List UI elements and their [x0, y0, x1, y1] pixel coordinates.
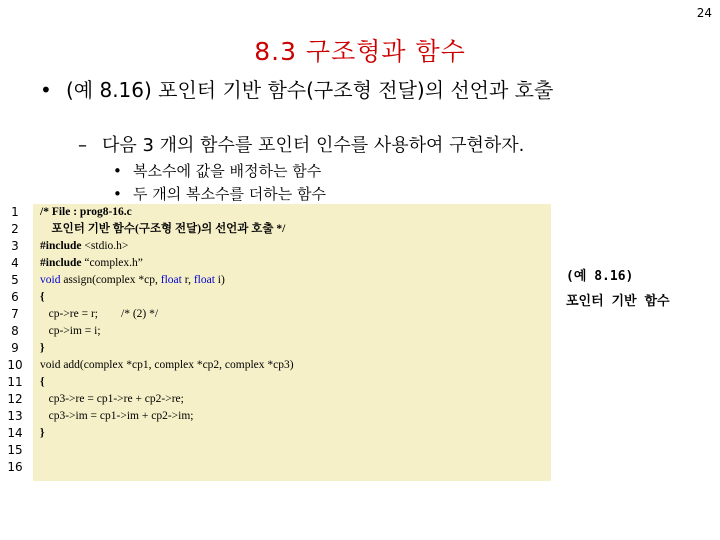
bullet-mark: • [40, 78, 52, 102]
line-number: 1 [11, 205, 19, 219]
line-number: 3 [11, 239, 19, 253]
bullet-mark: • [113, 185, 122, 203]
code-text: i) [214, 274, 225, 286]
line-number: 16 [7, 460, 23, 474]
code-text: assign(complex *cp, [60, 274, 161, 286]
type-keyword: void [40, 274, 61, 286]
type-keyword: float [193, 274, 215, 286]
code-line-9 [40, 340, 45, 357]
directive-keyword: #include [40, 240, 82, 252]
code-line-13 [40, 408, 193, 425]
comment-text: 포인터 기반 함수(구조형 전달)의 선언과 호출 */ [40, 223, 286, 235]
line-number: 13 [7, 409, 23, 423]
sub-sub-bullet-text: 복소수에 값을 배정하는 함수 [133, 162, 322, 180]
code-text: { [40, 376, 45, 388]
code-line-6 [40, 289, 45, 306]
header-name: “complex.h” [81, 257, 143, 269]
line-number: 12 [7, 392, 23, 406]
line-number: 10 [7, 358, 23, 372]
line-number: 5 [11, 273, 19, 287]
code-line-7 [40, 306, 158, 323]
bullet-mark: • [113, 162, 122, 180]
code-text: cp3->re = cp1->re + cp2->re; [40, 393, 184, 405]
code-text: add(complex *cp1, complex *cp2, complex *cp3) [60, 359, 294, 371]
dash-mark: – [78, 135, 87, 156]
code-text: } [40, 342, 45, 354]
code-line-3 [40, 238, 128, 255]
code-text: } [40, 427, 45, 439]
code-line-10 [40, 357, 294, 374]
code-text: { [40, 291, 45, 303]
comment-text: /* File : prog8-16.c [40, 206, 132, 218]
sub-bullet [78, 134, 678, 158]
code-line-4 [40, 255, 143, 272]
code-text: r, [181, 274, 194, 286]
sub-sub-bullet-2 [113, 185, 326, 203]
code-text: cp->re = r; [40, 308, 121, 320]
code-line-2 [40, 221, 285, 238]
line-number: 14 [7, 426, 23, 440]
side-note-caption: 포인터 기반 함수 [566, 294, 670, 309]
sub-bullet-text: 다음 3 개의 함수를 포인터 인수를 사용하여 구현하자. [102, 135, 525, 156]
comment-text: /* (2) */ [121, 308, 159, 320]
code-line-12 [40, 391, 184, 408]
line-number: 2 [11, 222, 19, 236]
code-line-8 [40, 323, 101, 340]
main-bullet [40, 78, 660, 102]
line-number: 4 [11, 256, 19, 270]
line-number: 11 [7, 375, 23, 389]
line-number: 8 [11, 324, 19, 338]
side-note-example: (예 8.16) [566, 269, 634, 284]
sub-sub-bullet-text: 두 개의 복소수를 더하는 함수 [133, 185, 326, 203]
code-listing [33, 204, 551, 481]
line-numbers [0, 204, 30, 476]
line-number: 7 [11, 307, 19, 321]
line-number: 6 [11, 290, 19, 304]
line-number: 15 [7, 443, 23, 457]
sub-sub-bullet-1 [113, 162, 321, 180]
directive-keyword: #include [40, 257, 82, 269]
type-keyword: void [40, 359, 61, 371]
type-keyword: float [160, 274, 182, 286]
main-bullet-text: (예 8.16) 포인터 기반 함수(구조형 전달)의 선언과 호출 [66, 78, 554, 102]
code-line-11 [40, 374, 45, 391]
line-number: 9 [11, 341, 19, 355]
code-line-14 [40, 425, 45, 442]
code-text: cp3->im = cp1->im + cp2->im; [40, 410, 194, 422]
code-text: cp->im = i; [40, 325, 101, 337]
page-number: 24 [696, 6, 712, 20]
code-line-5 [40, 272, 225, 289]
code-line-1 [40, 204, 132, 221]
header-name: <stdio.h> [81, 240, 129, 252]
slide-title: 8.3 구조형과 함수 [254, 37, 466, 66]
